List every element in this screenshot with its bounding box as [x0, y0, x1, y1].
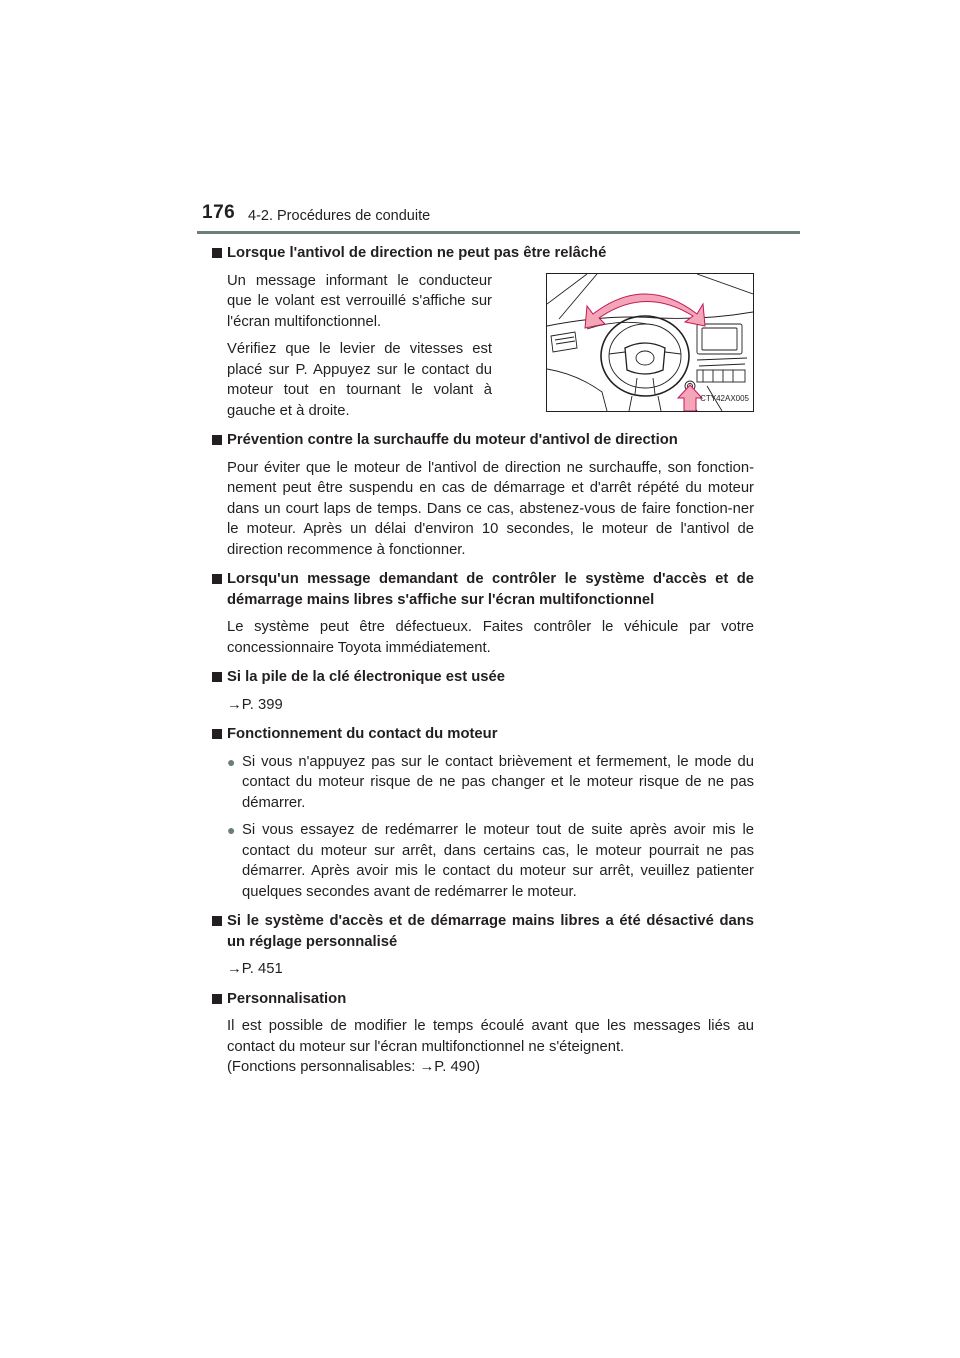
square-bullet-icon: [212, 672, 222, 682]
section-heading: [212, 667, 754, 688]
paragraph: Un message informant le conducteur que le volant est verrouillé s'affiche sur l'écran multifonctionnel.: [227, 272, 492, 330]
list-item-text: Si vous essayez de redémarrer le moteur tout de suite après avoir mis le contact du moteur sur arrêt, dans certains cas, le moteur pourrait ne pas démarrer. Après avoir mis le contact du moteur sur arrêt, veuillez patienter quelques secondes avant de redémarrer le moteur.: [242, 822, 754, 900]
page-reference-link[interactable]: →P. 399: [227, 696, 283, 713]
heading-text: Fonctionnement du contact du moteur: [227, 726, 498, 742]
list-item-text: Si vous n'appuyez pas sur le contact brièvement et fermement, le mode du contact du moteur risque de ne pas changer et le moteur risque de ne pas démarrer.: [242, 753, 754, 811]
square-bullet-icon: [212, 574, 222, 584]
round-bullet-icon: ●: [227, 822, 236, 838]
heading-text: Lorsque l'antivol de direction ne peut pas être relâché: [227, 245, 607, 261]
paragraph: Vérifiez que le levier de vitesses est placé sur P. Appuyez sur le contact du moteur tout en tournant le volant à gauche et à droite.: [227, 341, 492, 419]
square-bullet-icon: [212, 435, 222, 445]
header-divider: [197, 231, 800, 234]
square-bullet-icon: [212, 248, 222, 258]
section-heading: [212, 724, 754, 745]
figure-code: CTY42AX005: [700, 394, 749, 403]
square-bullet-icon: [212, 994, 222, 1004]
heading-text: Si la pile de la clé électronique est usée: [227, 669, 505, 685]
section-heading: [212, 569, 754, 610]
section-heading: [212, 243, 754, 264]
section-heading: [212, 430, 754, 451]
round-bullet-icon: ●: [227, 753, 236, 770]
heading-text: Personnalisation: [227, 990, 347, 1007]
heading-text: Prévention contre la surchauffe du moteur d'antivol de direction: [227, 432, 678, 448]
list-item: [212, 752, 754, 814]
heading-text: Lorsqu'un message demandant de contrôler le système d'accès et de démarrage mains libres s'affiche sur l'écran multifonctionnel: [227, 571, 754, 608]
square-bullet-icon: [212, 729, 222, 739]
section-heading: [212, 989, 754, 1010]
chapter-title: 4-2. Procédures de conduite: [248, 208, 431, 224]
page-reference-link[interactable]: (Fonctions personnalisables: →P. 490): [227, 1059, 481, 1075]
section-with-figure: [212, 271, 754, 422]
section-heading: [212, 911, 754, 952]
paragraph: Le système peut être défectueux. Faites contrôler le véhicule par votre concessionnaire Toyota immédiatement.: [227, 619, 754, 656]
square-bullet-icon: [212, 916, 222, 926]
list-item: [212, 820, 754, 902]
paragraph: Il est possible de modifier le temps écoulé avant que les messages liés au contact du moteur sur l'écran multifonctionnel ne s'éteignent.: [227, 1018, 754, 1055]
paragraph: Pour éviter que le moteur de l'antivol de direction ne surchauffe, son fonction-nement peut être suspendu en cas de démarrage et d'arrêt répété du moteur dans un court laps de temps. Dans ce cas, abstenez-vous de faire fonction-ner le moteur. Après un délai d'environ 10 secondes, le moteur de l'antivol de direction recommence à fonctionner.: [227, 459, 754, 558]
section-text: [212, 271, 492, 422]
page-reference-link[interactable]: →P. 451: [227, 961, 283, 977]
page-content: [212, 243, 754, 1078]
heading-text: Si le système d'accès et de démarrage mains libres a été désactivé dans un réglage personnalisé: [227, 913, 754, 950]
steering-wheel-illustration: [546, 273, 754, 412]
page-number: 176: [202, 202, 236, 223]
